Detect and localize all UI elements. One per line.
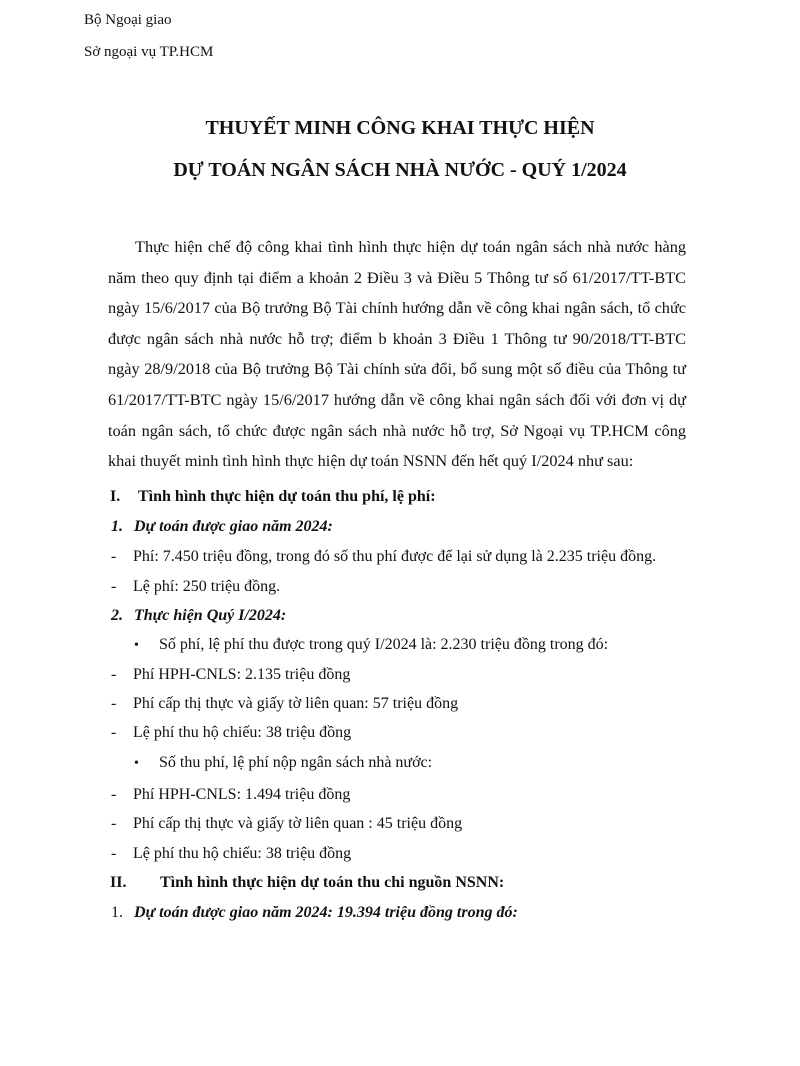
section1-sub1-number: 1. [111,518,123,535]
list-item: Phí cấp thị thực và giấy tờ liên quan : 45 triệu đồng [133,815,463,832]
section2-sub1-number: 1. [111,904,123,921]
list-dash: - [111,578,117,595]
section1-sub2-title: Thực hiện Quý I/2024: [134,607,287,624]
section1-sub2-number: 2. [111,607,123,624]
section2-title: Tình hình thực hiện dự toán thu chi nguồn NSNN: [160,874,505,891]
section1-sub1-title: Dự toán được giao năm 2024: [134,518,333,535]
list-dash: - [111,786,117,803]
ministry-name: Bộ Ngoại giao [84,12,172,28]
list-item: Phí: 7.450 triệu đồng, trong đó số thu phí được để lại sử dụng là 2.235 triệu đồng. [133,548,657,565]
bullet-icon: • [134,756,139,771]
list-dash: - [111,724,117,741]
list-item: Phí HPH-CNLS: 2.135 triệu đồng [133,666,351,683]
intro-paragraph: Thực hiện chế độ công khai tình hình thực hiện dự toán ngân sách nhà nước hàng năm theo quy định tại điểm a khoản 2 Điều 3 và Điều 5 Thông tư số 61/2017/TT-BTC ngày 15/6/2017 của Bộ trưởng Bộ Tài chính hướng dẫn về công khai ngân sách, tổ chức được ngân sách nhà nước hỗ trợ; điểm b khoản 3 Điều 1 Thông tư 90/2018/TT-BTC ngày 28/9/2018 của Bộ trưởng Bộ Tài chính sửa đổi, bổ sung một số điều của Thông tư 61/2017/TT-BTC ngày 15/6/2017 hướng dẫn về công khai ngân sách đối với đơn vị dự toán ngân sách, tổ chức được ngân sách nhà nước hỗ trợ, Sở Ngoại vụ TP.HCM công khai thuyết minh tình hình thực hiện dự toán NSNN đến hết quý I/2024 như sau: [108,237,686,471]
list-item: Lệ phí: 250 triệu đồng. [133,578,281,595]
document-title-line2: DỰ TOÁN NGÂN SÁCH NHÀ NƯỚC - QUÝ 1/2024 [173,159,627,181]
list-dash: - [111,666,117,683]
list-dash: - [111,695,117,712]
list-dash: - [111,548,117,565]
section2-number: II. [110,874,127,891]
list-item: Phí cấp thị thực và giấy tờ liên quan: 57 triệu đồng [133,695,459,712]
list-item: Lệ phí thu hộ chiếu: 38 triệu đồng [133,845,352,862]
list-dash: - [111,815,117,832]
list-item: Phí HPH-CNLS: 1.494 triệu đồng [133,786,351,803]
department-name: Sở ngoại vụ TP.HCM [84,44,214,60]
section1-title: Tình hình thực hiện dự toán thu phí, lệ phí: [138,488,436,505]
bullet-text: Số thu phí, lệ phí nộp ngân sách nhà nước: [159,754,433,771]
section2-sub1-title: Dự toán được giao năm 2024: 19.394 triệu đồng trong đó: [134,904,518,921]
bullet-text: Số phí, lệ phí thu được trong quý I/2024 là: 2.230 triệu đồng trong đó: [159,636,609,653]
bullet-icon: • [134,638,139,653]
section1-number: I. [110,488,121,505]
list-item: Lệ phí thu hộ chiếu: 38 triệu đồng [133,724,352,741]
list-dash: - [111,845,117,862]
document-title-line1: THUYẾT MINH CÔNG KHAI THỰC HIỆN [205,117,595,139]
